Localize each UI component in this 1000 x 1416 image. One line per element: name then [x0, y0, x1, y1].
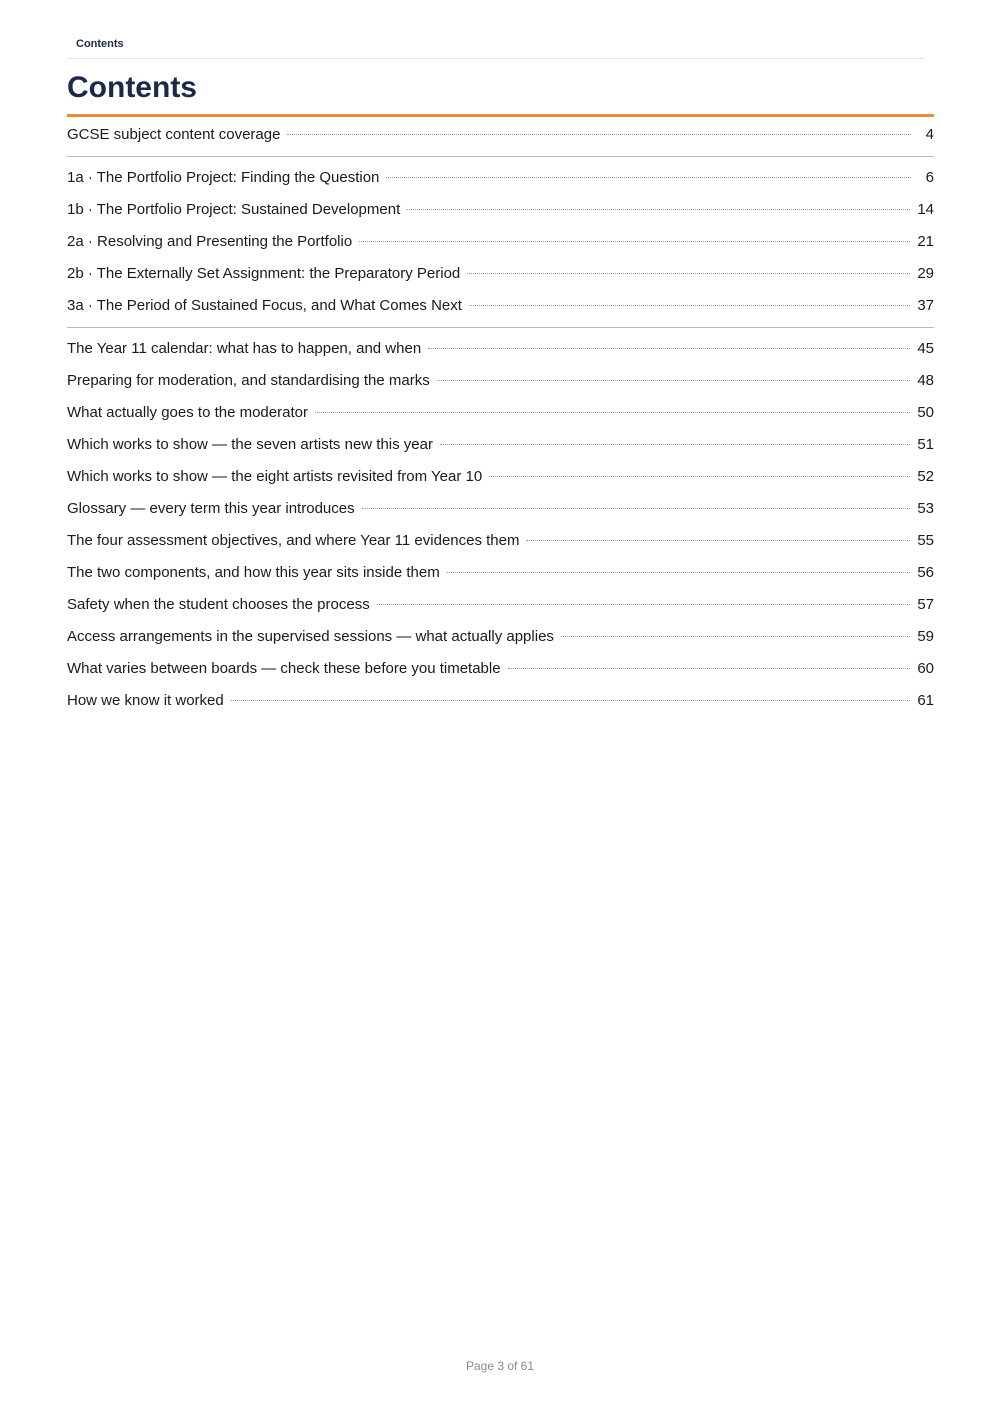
toc-dot-leader: [447, 571, 911, 573]
toc-entry[interactable]: [67, 119, 934, 151]
toc-entry[interactable]: [67, 258, 934, 290]
toc-entry-label: 2a · Resolving and Presenting the Portfolio: [67, 233, 353, 250]
toc-entry[interactable]: [67, 589, 934, 621]
toc-entry-page: 21: [917, 233, 934, 250]
toc-entry-label: The Year 11 calendar: what has to happen, and when: [67, 340, 422, 357]
toc-entry-label: What varies between boards — check these before you timetable: [67, 660, 501, 677]
toc-entry-label: The four assessment objectives, and where Year 11 evidences them: [67, 532, 520, 549]
toc-dot-leader: [287, 133, 911, 135]
toc-entry-label: Preparing for moderation, and standardising the marks: [67, 372, 430, 389]
title-accent-rule: [67, 114, 934, 117]
toc-entry[interactable]: [67, 226, 934, 258]
toc-entry-label: 1a · The Portfolio Project: Finding the Question: [67, 169, 380, 186]
toc-entry-label: Access arrangements in the supervised sessions — what actually applies: [67, 628, 554, 645]
toc-dot-leader: [440, 443, 910, 445]
toc-dot-leader: [386, 176, 911, 178]
toc-dot-leader: [561, 635, 910, 637]
toc-entry-label: 2b · The Externally Set Assignment: the Preparatory Period: [67, 265, 461, 282]
toc-entry-page: 61: [917, 692, 934, 709]
toc-group-appendices: [67, 332, 934, 722]
toc-dot-leader: [489, 475, 910, 477]
toc-entry-page: 4: [925, 126, 934, 143]
toc-dot-leader: [428, 347, 910, 349]
toc-entry-label: Which works to show — the seven artists new this year: [67, 436, 433, 453]
header-divider: [67, 58, 924, 59]
toc-entry-page: 50: [917, 404, 934, 421]
toc-entry-page: 45: [917, 340, 934, 357]
toc-entry-label: Glossary — every term this year introduces: [67, 500, 355, 517]
running-header: Contents: [76, 38, 124, 50]
toc-entry[interactable]: [67, 397, 934, 429]
toc-entry-page: 51: [917, 436, 934, 453]
toc-dot-leader: [526, 539, 910, 541]
page-title: Contents: [67, 71, 197, 104]
toc-dot-leader: [362, 507, 911, 509]
toc-dot-leader: [315, 411, 910, 413]
toc-entry-page: 14: [917, 201, 934, 218]
toc-entry-label: GCSE subject content coverage: [67, 126, 281, 143]
page-number-footer: Page 3 of 61: [465, 1359, 535, 1373]
toc-dot-leader: [377, 603, 911, 605]
toc-entry-label: The two components, and how this year sits inside them: [67, 564, 440, 581]
toc-dot-leader: [469, 304, 910, 306]
toc-entry[interactable]: [67, 557, 934, 589]
toc-entry-label: Safety when the student chooses the process: [67, 596, 370, 613]
toc-entry[interactable]: [67, 525, 934, 557]
toc-entry[interactable]: [67, 493, 934, 525]
toc-entry[interactable]: [67, 429, 934, 461]
toc-entry-page: 57: [917, 596, 934, 613]
table-of-contents: [67, 118, 934, 726]
toc-entry[interactable]: [67, 653, 934, 685]
toc-entry-page: 53: [917, 500, 934, 517]
toc-entry-page: 56: [917, 564, 934, 581]
toc-dot-leader: [437, 379, 911, 381]
toc-entry-page: 48: [917, 372, 934, 389]
toc-entry-page: 59: [917, 628, 934, 645]
toc-entry[interactable]: [67, 685, 934, 717]
toc-entry-page: 6: [925, 169, 934, 186]
toc-entry[interactable]: [67, 194, 934, 226]
toc-dot-leader: [467, 272, 910, 274]
toc-entry-label: Which works to show — the eight artists revisited from Year 10: [67, 468, 483, 485]
toc-entry[interactable]: [67, 461, 934, 493]
toc-dot-leader: [407, 208, 910, 210]
toc-entry[interactable]: [67, 290, 934, 322]
toc-entry-label: What actually goes to the moderator: [67, 404, 308, 421]
toc-group-units: [67, 161, 934, 328]
toc-entry-label: 3a · The Period of Sustained Focus, and What Comes Next: [67, 297, 462, 314]
toc-entry-page: 29: [917, 265, 934, 282]
toc-entry-label: How we know it worked: [67, 692, 224, 709]
toc-entry[interactable]: [67, 621, 934, 653]
toc-entry-page: 60: [917, 660, 934, 677]
toc-dot-leader: [231, 699, 911, 701]
toc-entry[interactable]: [67, 333, 934, 365]
toc-entry-page: 37: [917, 297, 934, 314]
toc-entry[interactable]: [67, 365, 934, 397]
toc-entry-page: 52: [917, 468, 934, 485]
toc-dot-leader: [508, 667, 911, 669]
toc-dot-leader: [359, 240, 910, 242]
toc-group-intro: [67, 118, 934, 157]
toc-entry[interactable]: [67, 162, 934, 194]
toc-entry-label: 1b · The Portfolio Project: Sustained Development: [67, 201, 401, 218]
toc-entry-page: 55: [917, 532, 934, 549]
